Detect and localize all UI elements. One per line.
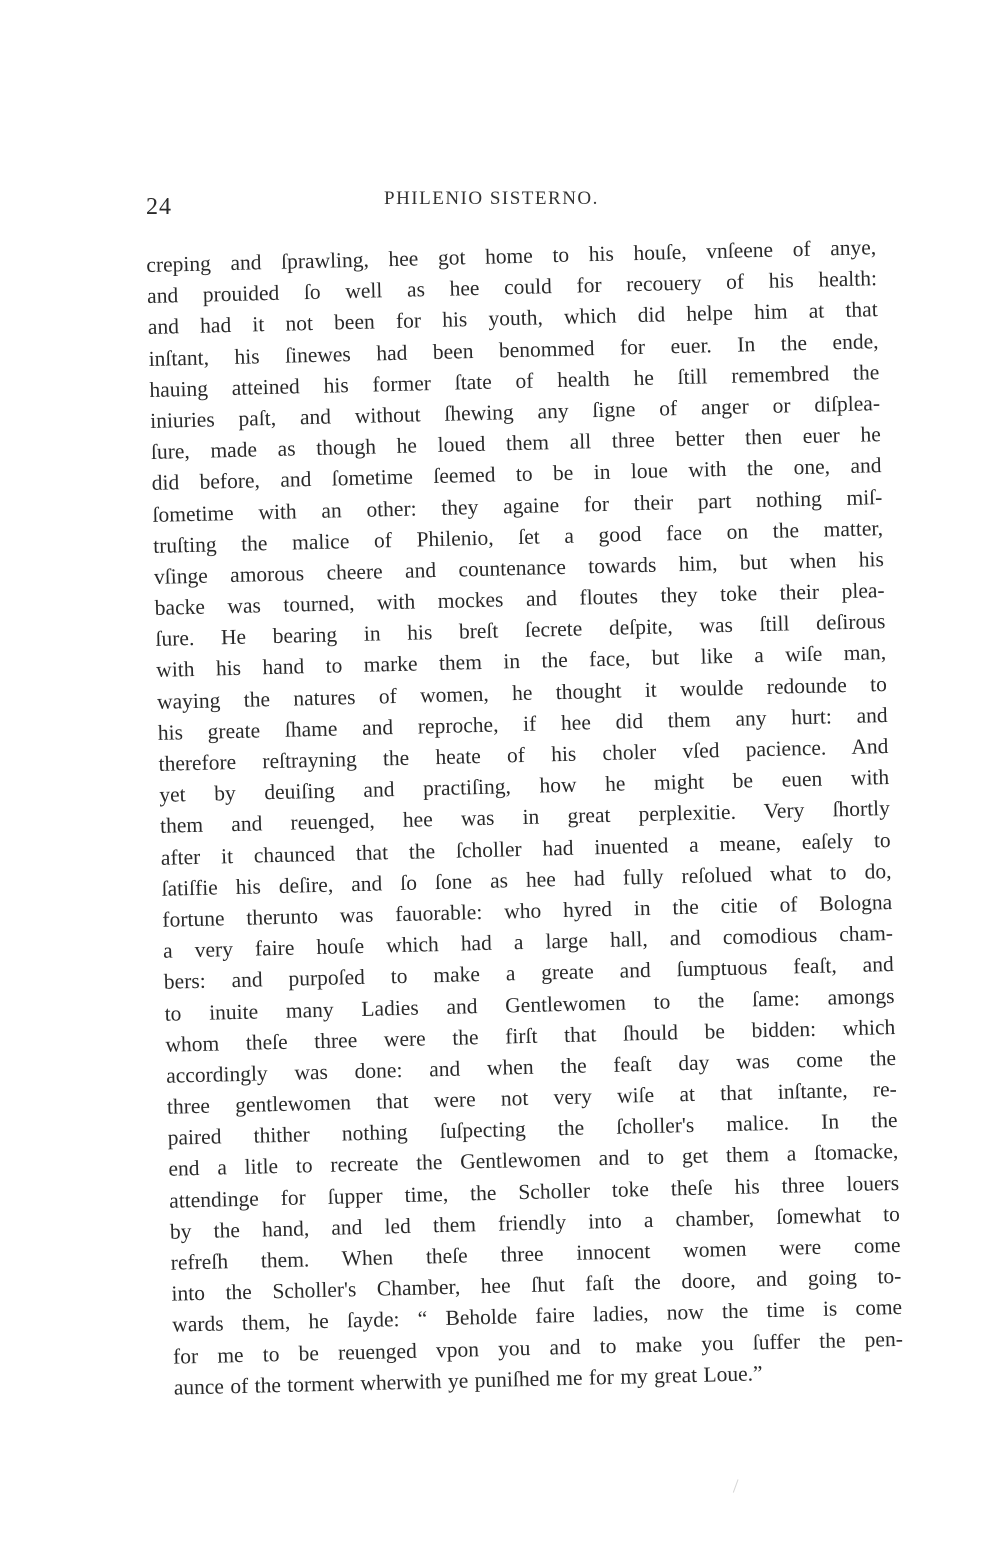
text-line: wards them, he ſayde: “ Beholde faire ladies, now the time is come — [171, 1295, 903, 1338]
body-text — [146, 232, 904, 1403]
running-head: PHILENIO SISTERNO. — [384, 188, 599, 209]
text-line: truſting the malice of Philenio, ſet a good face on the matter, — [152, 515, 884, 558]
text-line: ſometime with an other: they againe for their part nothing miſ- — [152, 484, 883, 527]
text-line: did before, and ſometime ſeemed to be in loue with the one, and — [151, 453, 882, 496]
text-line: ſure, made as though he loued them all three better then euer he — [150, 422, 882, 465]
text-line: and had it not been for his youth, which did helpe him at that — [147, 297, 878, 340]
text-line: whom theſe three were the firſt that ſhould be bidden: which — [165, 1014, 896, 1057]
paper-mark — [733, 1479, 744, 1495]
text-line: with his hand to marke them in the face, but like a wiſe man, — [155, 640, 887, 683]
text-line: iniuries paſt, and without ſhewing any ſigne of anger or diſplea- — [149, 391, 881, 433]
text-line: refreſh them. When theſe three innocent women were come — [170, 1232, 901, 1275]
text-line: creping and ſprawling, hee got home to his houſe, vnſeene of anye, — [146, 235, 877, 277]
text-line: them and reuenged, hee was in great perplexitie. Very ſhortly — [159, 796, 891, 839]
text-line: accordingly was done: and when the feaſt day was come the — [165, 1045, 897, 1088]
text-line: backe was tourned, with mockes and floutes they toke their plea- — [154, 578, 885, 620]
text-line: yet by deuiſing and practiſing, how he might be euen with — [159, 765, 890, 808]
text-line: end a litle to recreate the Gentlewomen and to get them a ſtomacke, — [168, 1139, 899, 1182]
text-line: inſtant, his ſinewes had been benommed for euer. In the ende, — [148, 328, 879, 371]
text-line: into the Scholler's Chamber, hee ſhut faſt the doore, and going to- — [171, 1264, 902, 1306]
page-number: 24 — [146, 194, 172, 220]
text-line: paired thither nothing ſuſpecting the ſcholler's malice. In the — [167, 1108, 898, 1150]
text-line: ſatiſfie his deſire, and ſo ſone as hee had fully reſolued what to do, — [161, 858, 892, 901]
text-line: to inuite many Ladies and Gentlewomen to the ſame: amongs — [164, 983, 895, 1026]
text-line: a very faire houſe which had a large hall, and comodious cham- — [162, 921, 894, 963]
text-line: for me to be reuenged vpon you and to make you ſuffer the pen- — [172, 1326, 904, 1369]
text-line: aunce of the torment wherwith ye puniſhed me for my great Loue.” — [173, 1361, 763, 1400]
text-line: after it chaunced that the ſcholler had inuented a meane, eaſely to — [160, 827, 891, 870]
text-line: hauing atteined his former ſtate of health he ſtill remembred the — [149, 359, 880, 402]
text-line: attendinge for ſupper time, the Scholler toke theſe his three louers — [168, 1170, 900, 1213]
text-line: vſinge amorous cheere and countenance towards him, but when his — [153, 546, 885, 589]
text-line: fortune therunto was fauorable: who hyred in the citie of Bologna — [162, 889, 893, 932]
text-line: therefore reſtrayning the heate of his choler vſed pacience. And — [158, 734, 889, 776]
text-line: waying the natures of women, he thought it woulde redounde to — [156, 671, 888, 714]
text-line: his greate ſhame and reproche, if hee did them any hurt: and — [157, 702, 888, 745]
text-line: and prouided ſo well as hee could for recouery of his health: — [146, 266, 878, 309]
text-line: three gentlewomen that were not very wiſe at that inſtante, re- — [166, 1076, 898, 1119]
text-line: by the hand, and led them friendly into a chamber, ſomewhat to — [169, 1201, 901, 1244]
page-header — [146, 188, 876, 228]
text-line: ſure. He bearing in his breſt ſecrete deſpite, was ſtill deſirous — [155, 609, 886, 652]
text-line: bers: and purpoſed to make a greate and ſumptuous feaſt, and — [163, 952, 894, 995]
